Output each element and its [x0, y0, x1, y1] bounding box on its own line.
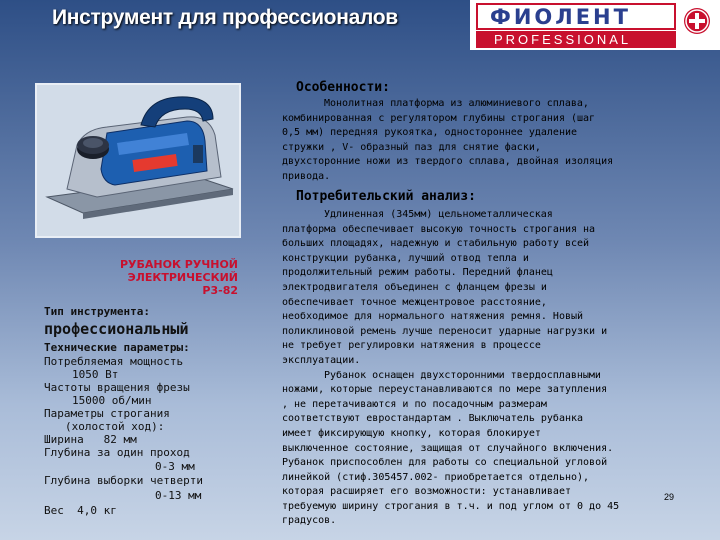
analysis-line: необходимое для нормального натяжения ремня. Новый [282, 311, 584, 323]
features-heading: Особенности: [296, 80, 390, 95]
analysis-line: конструкции рубанка, лучший отвод тепла и [282, 252, 529, 264]
product-name-line: РУБАНОК РУЧНОЙ [119, 258, 238, 271]
analysis-line: градусов. [282, 515, 337, 527]
analysis-line: которая расширяет его возможности: устанавливает [282, 486, 571, 498]
spec-line: 15000 об/мин [72, 394, 152, 407]
product-name [60, 258, 238, 297]
spec-line: Глубина выборки четверти [44, 474, 203, 487]
features-line: Монолитная платформа из алюминиевого сплава, [324, 98, 589, 109]
analysis-line: , не перетачиваются и по посадочным размерам [282, 398, 547, 410]
spec-line: Ширина 82 мм [44, 433, 137, 446]
logo-bottom-band [476, 31, 676, 48]
features-text [282, 97, 613, 185]
spec-line: 0-3 мм [155, 460, 195, 473]
analysis-line: соответствуют евростандартам . Выключатель рубанка [282, 413, 584, 425]
logo-brand-text: ФИОЛЕНТ [490, 5, 631, 29]
spec-line: 1050 Вт [72, 368, 119, 381]
analysis-line: Рубанок приспособлен для работы со специальной угловой [282, 457, 608, 469]
spec-line: Частоты вращения фрезы [44, 381, 190, 394]
brand-logo [470, 0, 720, 50]
features-line: 0,5 мм) передняя рукоятка, одностороннее удаление [282, 127, 578, 139]
analysis-line: поликлиновой ремень лучше переносит ударные нагрузки и [282, 325, 608, 337]
features-line: привода. [282, 170, 331, 182]
logo-sub-text: PROFESSIONAL [494, 32, 632, 47]
analysis-line: обеспечивает точное межцентровое расстояние, [282, 296, 547, 308]
analysis-line: продолжительный режим работы. Передний фланец [282, 267, 553, 279]
analysis-line: Рубанок оснащен двухсторонними твердосплавными [324, 369, 601, 381]
spec-line: 0-13 мм [155, 489, 202, 502]
analysis-line: больших площадях, надежную и стабильную работу всей [282, 238, 590, 250]
analysis-heading: Потребительский анализ: [296, 189, 477, 204]
product-name-line: Р3-82 [202, 284, 238, 297]
page-number: 29 [664, 492, 675, 502]
spec-line: (холостой ход): [65, 420, 165, 433]
logo-top-band [476, 3, 676, 30]
analysis-line: эксплуатации. [282, 354, 361, 366]
spec-line: Глубина за один проход [44, 446, 190, 459]
analysis-line: не требует регулировки натяжения в процессе [282, 340, 541, 352]
analysis-line: электродвигателя объединен с фланцем фрезы и [282, 281, 547, 293]
analysis-line: платформа обеспечивает высокую точность строгания на [282, 223, 596, 235]
analysis-line: требуемую ширину строгания в т.ч. и под углом от 0 до 45 [282, 500, 620, 512]
spec-line: Параметры строгания [44, 407, 170, 420]
tool-type-label: Тип инструмента: [44, 305, 150, 318]
features-line: двухсторонние ножи из твердого сплава, двойная изоляция [282, 156, 614, 168]
tool-type-value: профессиональный [44, 320, 189, 338]
product-photo [35, 83, 241, 238]
analysis-line: линейкой (стиф.305457.002- приобретается отдельно), [282, 471, 590, 483]
specs-heading: Технические параметры: [44, 341, 190, 354]
features-line: комбинированная с регулятором глубины строгания (шаг [282, 112, 596, 124]
analysis-text [282, 208, 619, 529]
analysis-line: ножами, которые переустанавливаются по мере затупления [282, 384, 608, 396]
product-name-line: ЭЛЕКТРИЧЕСКИЙ [127, 271, 238, 284]
features-line: стружки , V- образный паз для снятие фаски, [282, 141, 541, 153]
spec-line: Вес 4,0 кг [44, 504, 117, 517]
crest-cross-icon [684, 8, 710, 34]
analysis-line: выключенное состояние, защищая от случайного включения. [282, 442, 614, 454]
spec-line: Потребляемая мощность [44, 355, 184, 368]
analysis-line: имеет фиксирующую кнопку, которая блокирует [282, 427, 541, 439]
page-title: Инструмент для профессионалов [52, 6, 398, 29]
analysis-line: Удлиненная (345мм) цельнометаллическая [324, 209, 553, 220]
